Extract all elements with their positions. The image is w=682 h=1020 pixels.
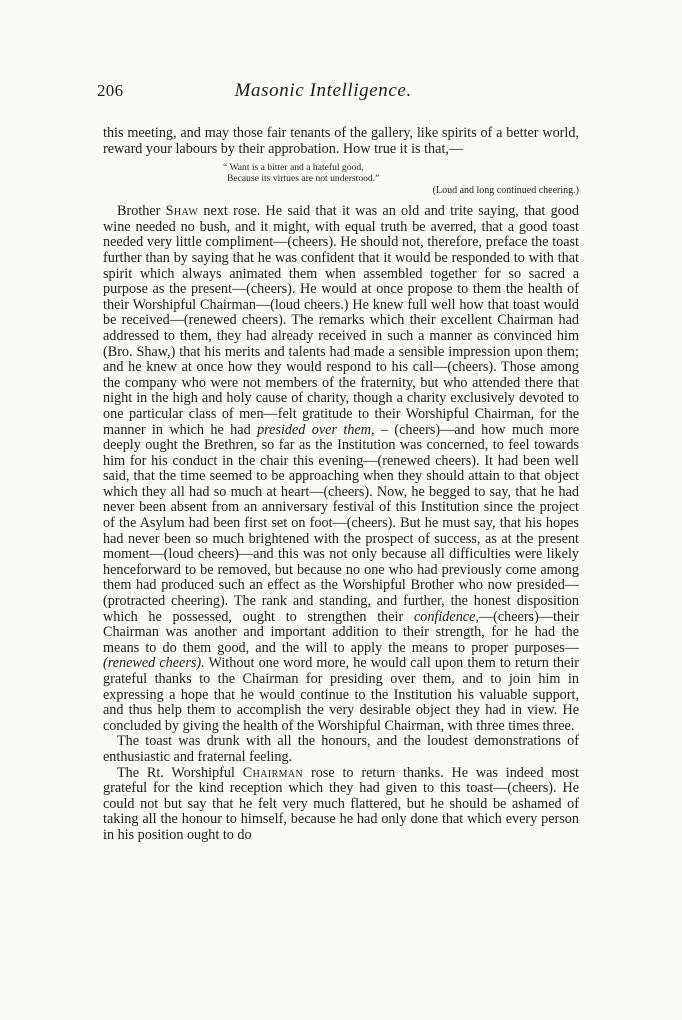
italic-phrase-1: presided over them	[257, 421, 371, 438]
chairman-prefix: The Rt. Worshipful	[117, 764, 243, 781]
verse-quote	[223, 162, 579, 184]
brother-word: Brother	[117, 203, 166, 220]
stage-direction: (Loud and long continued cheering.)	[432, 185, 579, 197]
quote-line-2: Because its virtues are not understood.”	[227, 173, 380, 185]
page-number: 206	[97, 81, 124, 100]
quote-line-1: “ Want is a bitter and a hateful good,	[223, 162, 364, 174]
speech-text-2: , – (cheers)—and how much more deeply ought the Brethren, so far as the Institution was concerned, to feel towards him for his conduct in the chair this evening—(renewed cheers). It had been well said, that the time seemed to be approaching when they should attain to that object which they all had so much at heart—(cheers). Now, he begged to say, that he had never been absent from an anniversary festival of this Institution since the project of the Asylum had been first set on foot—(cheers). But he must say, that his hopes had never been so much brightened with the prospect of success, as at the present moment—(loud cheers)—and this was not only because all difficulties were likely henceforward to be removed, but because no one who had previously come among them had produced such an effect as the Worshipful Brother who now presided—(protracted cheering). The rank and standing, and further, the honest disposition which he possessed, ought to strengthen their	[103, 421, 579, 625]
chairman-name: Chairman	[242, 764, 304, 781]
speech-paragraph-shaw	[103, 204, 579, 734]
speech-text-4: Without one word more, he would call upon them to return their grateful thanks to the Chairman for presiding over them, and to join him in expressing a hope that he would continue to the Institution his valuable support, and thus help them to accomplish the very desirable object they had in view. He concluded by giving the health of the Worshipful Chairman, with three times three.	[103, 655, 579, 734]
toast-paragraph: The toast was drunk with all the honours, and the loudest demonstrations of enthusiastic and fraternal feeling.	[103, 733, 579, 765]
opening-paragraph: this meeting, and may those fair tenants of the gallery, like spirits of a better world, reward your labours by their approbation. How true it is that,—	[103, 125, 579, 157]
italic-phrase-2: confidence	[413, 608, 476, 625]
speech-text-1: next rose. He said that it was an old and trite saying, that good wine needed no bush, and it might, with equal truth be averred, that a good toast needed very little compliment—(cheers). He should not, therefore, preface the toast further than by saying that he was confident that it would be responded to with that spirit which always animated them when assembled together for so sacred a purpose as the present—(cheers). He would at once propose to them the health of their Worshipful Chairman—(loud cheers.) He knew full well how that toast would be received—(renewed cheers). The remarks which their excellent Chairman had addressed to them, they had already received in such a manner as convinced him (Bro. Shaw,) that his merits and talents had made a sensible impression upon them; and he knew at once how they would respond to his call—(cheers). Those among the company who were not members of the fraternity, but who attended there that night in the high and holy cause of charity, though a charity exclusively devoted to one particular class of men—felt gratitude to their Worshipful Chairman, for the manner in which he had	[103, 203, 579, 438]
speaker-name: Shaw	[165, 203, 199, 220]
chairman-paragraph	[103, 766, 579, 844]
speech-text-3: ,—(cheers)—their Chairman was another and important addition to their strength, for he had the means to do them good, and the will to apply the means to proper purposes—	[103, 608, 579, 656]
chairman-text: rose to return thanks. He was indeed most grateful for the kind reception which they had given to this toast—(cheers). He could not but say that he felt very much flattered, but he should be ashamed of taking all the honour to himself, because he had only done that which every person in his position ought to do	[103, 764, 579, 843]
running-head: Masonic Intelligence.	[234, 80, 412, 101]
italic-phrase-3: (renewed cheers).	[103, 655, 205, 672]
page-header	[97, 80, 579, 110]
